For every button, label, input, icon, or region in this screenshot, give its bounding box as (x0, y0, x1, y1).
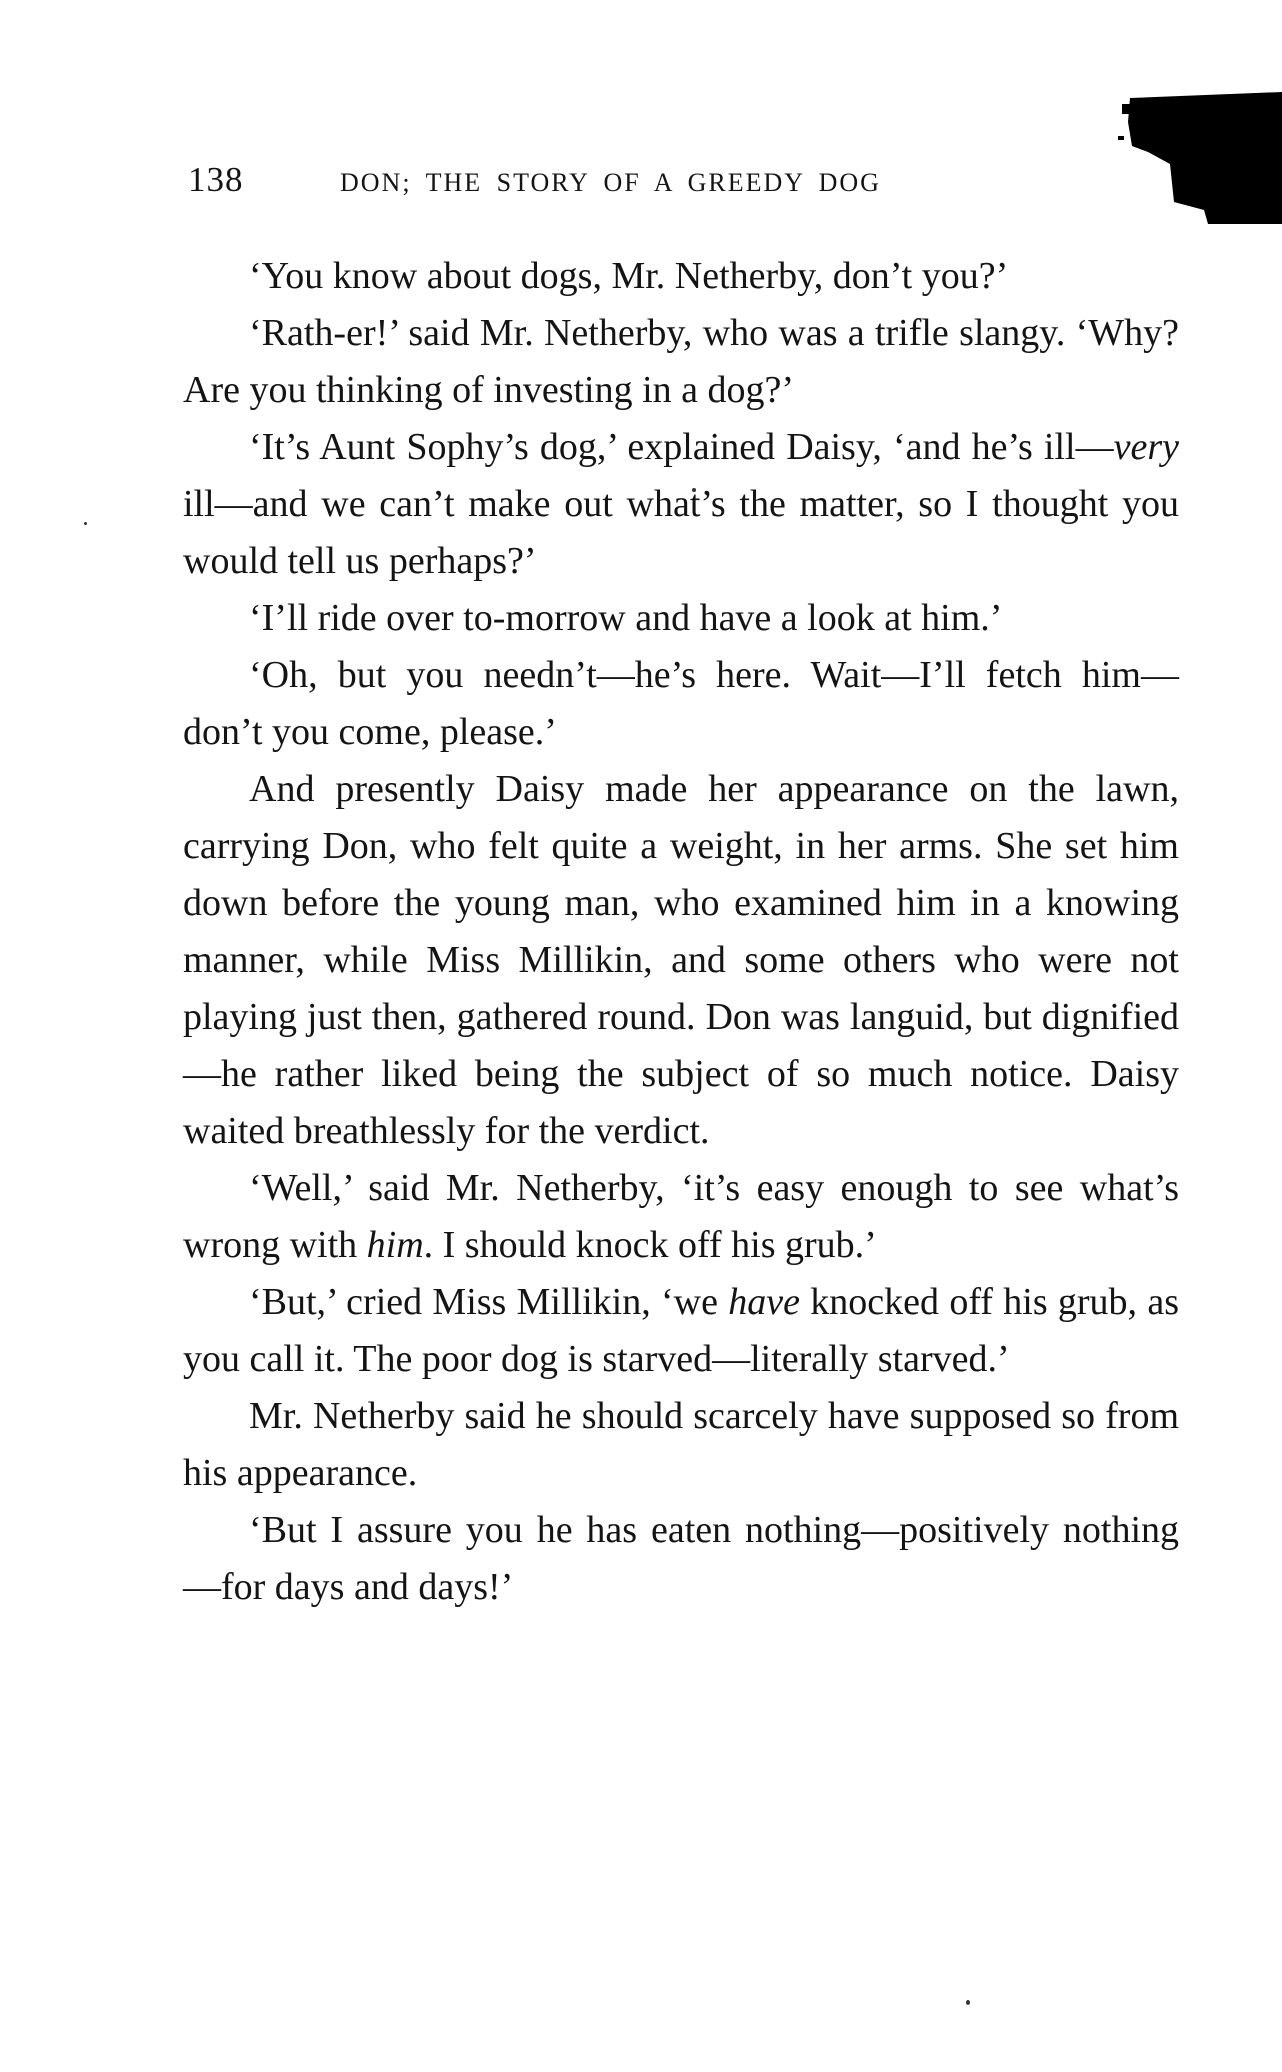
paragraph-text: . I should knock off his grub.’ (423, 1224, 877, 1266)
paragraph: ‘I’ll ride over to-morrow and have a look at him.’ (249, 597, 1003, 639)
paragraph: ‘You know about dogs, Mr. Netherby, don’t you?’ (249, 255, 1009, 297)
paragraph: ‘Rath-er!’ said Mr. Netherby, who was a trifle slangy. ‘Why? Are you thinking of investing in a dog?’ (183, 312, 1179, 411)
paragraph-text: ‘It’s Aunt Sophy’s dog,’ explained Daisy, ‘and he’s ill— (249, 426, 1114, 468)
italic-emphasis: very (1113, 426, 1179, 468)
scan-edge-shape (1118, 92, 1282, 224)
page-number: 138 (188, 160, 244, 199)
paragraph (183, 1274, 1179, 1388)
scan-edge-mark (1118, 92, 1282, 224)
paragraph-text: ill—and we can’t make out what’s the matter, so I thought you would tell us perhaps?’ (183, 483, 1179, 582)
ink-speck (966, 2000, 970, 2005)
italic-emphasis: have (728, 1281, 801, 1323)
paragraph-text: ‘Well,’ said Mr. Netherby, ‘it’s easy enough to see what’s wrong with (183, 1167, 1179, 1266)
paragraph (183, 1160, 1179, 1274)
paragraph: ‘Oh, but you needn’t—he’s here. Wait—I’ll fetch him—don’t you come, please.’ (183, 654, 1179, 753)
running-head: DON; THE STORY OF A GREEDY DOG (340, 168, 881, 197)
ink-speck (84, 522, 87, 525)
page-header (188, 160, 1088, 210)
paragraph: And presently Daisy made her appearance on the lawn, carrying Don, who felt quite a weight, in her arms. She set him down before the young man, who examined him in a knowing manner, while Miss Millikin, and some others who were not playing just then, gathered round. Don was languid, but dignified—he rather liked being the subject of so much notice. Daisy waited breathlessly for the verdict. (183, 768, 1179, 1152)
paragraph (183, 419, 1179, 590)
paragraph-text: ‘But,’ cried Miss Millikin, ‘we (249, 1281, 729, 1323)
paragraph: ‘But I assure you he has eaten nothing—positively nothing—for days and days!’ (183, 1509, 1179, 1608)
paragraph: Mr. Netherby said he should scarcely have supposed so from his appearance. (183, 1395, 1179, 1494)
paragraph-text: knocked off his grub, as you call it. The poor dog is starved—literally starved.’ (183, 1281, 1180, 1380)
italic-emphasis: him (366, 1224, 424, 1266)
body-text (183, 248, 1179, 1616)
